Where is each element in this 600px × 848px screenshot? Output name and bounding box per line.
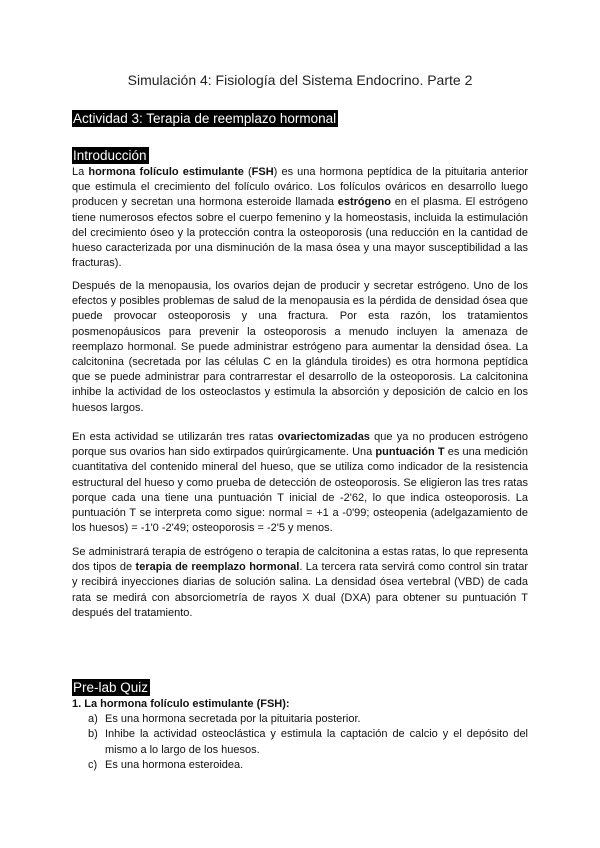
activity-heading-wrap xyxy=(72,110,338,128)
bold-term: FSH xyxy=(251,166,274,178)
bold-term: estrógeno xyxy=(337,196,391,209)
text-run: es una medición cuantitativa del contenido mineral del hueso, que se utiliza como indicador de la resistencia estructural del hueso y como prueba de detección de osteoporosis. Se eligieron las tres ratas porque cada una tiene una puntuación T inicial de -2'62, lo que indica osteoporosis. La puntuación T se interpreta como sigue: normal = +1 a -0'99; osteopenia (adelgazamiento de los huesos) = -1'0 -2'49; osteoporosis = -2'5 y menos. xyxy=(72,446,529,535)
bold-term: terapia de reemplazo hormonal xyxy=(135,561,300,574)
intro-heading-wrap xyxy=(72,147,149,165)
bold-term: hormona folículo estimulante xyxy=(88,166,244,178)
quiz-option-label: a) xyxy=(88,713,98,726)
intro-paragraph-1 xyxy=(72,165,528,271)
document-title: Simulación 4: Fisiología del Sistema Endocrino. Parte 2 xyxy=(127,72,473,88)
quiz-option-text: Es una hormona secretada por la pituitaria posterior. xyxy=(105,713,361,726)
quiz-option-text: Es una hormona esteroidea. xyxy=(105,758,244,771)
quiz-heading-wrap xyxy=(72,679,150,697)
quiz-option-a xyxy=(72,712,528,727)
bold-term: ovariectomizadas xyxy=(277,431,370,443)
text-run: En esta actividad se utilizarán tres ratas xyxy=(72,431,278,443)
intro-paragraph-4 xyxy=(72,545,528,621)
text-run: La xyxy=(72,166,89,178)
intro-paragraph-3 xyxy=(72,430,528,536)
text-run: . La tercera rata servirá como control sin tratar y recibirá inyecciones diarias de solución salina. La densidad ósea vertebral (VBD) de cada rata se medirá con absorciometría de rayos X dual (DXA) para obtener su puntuación T después del tratamiento. xyxy=(72,561,528,619)
quiz-option-b xyxy=(72,727,528,757)
text-run: que ya no producen estrógeno porque sus ovarios han sido extirpados quirúrgicamente. Una xyxy=(72,431,529,459)
quiz-option-label: c) xyxy=(88,758,98,771)
text-run: en el plasma. El estrógeno tiene numerosos efectos sobre el cuerpo femenino y la homeostasis, incluida la estimulación del crecimiento óseo y la protección contra la osteoporosis (una reducción en la cantidad de hueso caracterizada por una disminución de la masa ósea y una mayor susceptibilidad a las fracturas). xyxy=(72,196,528,270)
bold-term: puntuación T xyxy=(375,446,445,459)
quiz-option-text: Inhibe la actividad osteoclástica y estimula la captación de calcio y el depósito del mismo a lo largo de los huesos. xyxy=(105,728,528,756)
quiz-option-c xyxy=(72,758,528,773)
activity-heading: Actividad 3: Terapia de reemplazo hormonal xyxy=(73,111,337,126)
quiz-question: 1. La hormona folículo estimulante (FSH): xyxy=(72,698,290,710)
quiz-option-label: b) xyxy=(88,728,98,741)
text-run: ) es una hormona peptídica de la pituitaria anterior que estimula el crecimiento del folículo ovárico. Los folículos ováricos en desarrollo luego producen y secretan una hormona esteroide llamada xyxy=(72,166,528,209)
text-run: ( xyxy=(243,166,252,178)
text-run: Después de la menopausia, los ovarios dejan de producir y secretar estrógeno. Uno de los efectos y posibles problemas de salud de la menopausia es la pérdida de densidad ósea que puede provocar osteoporosis y una fractura. Por esta razón, los tratamientos posmenopáusicos para prevenir la osteoporosis a menudo incluyen la amenaza de reemplazo hormonal. Se puede administrar estrógeno para aumentar la densidad ósea. La calcitonina (secretada por las células C en la glándula tiroides) es otra hormona peptídica que se puede administrar para contrarrestar el desarrollo de la osteoporosis. La calcitonina inhibe la actividad de los osteoclastos y estimula la absorción y deposición de calcio en los huesos largos. xyxy=(72,280,528,414)
quiz-heading: Pre-lab Quiz xyxy=(73,680,149,695)
intro-paragraph-2 xyxy=(72,279,528,416)
intro-heading: Introducción xyxy=(73,148,147,163)
quiz-section xyxy=(72,697,528,773)
text-run: Se administrará terapia de estrógeno o terapia de calcitonina a estas ratas, lo que representa dos tipos de xyxy=(72,546,528,574)
